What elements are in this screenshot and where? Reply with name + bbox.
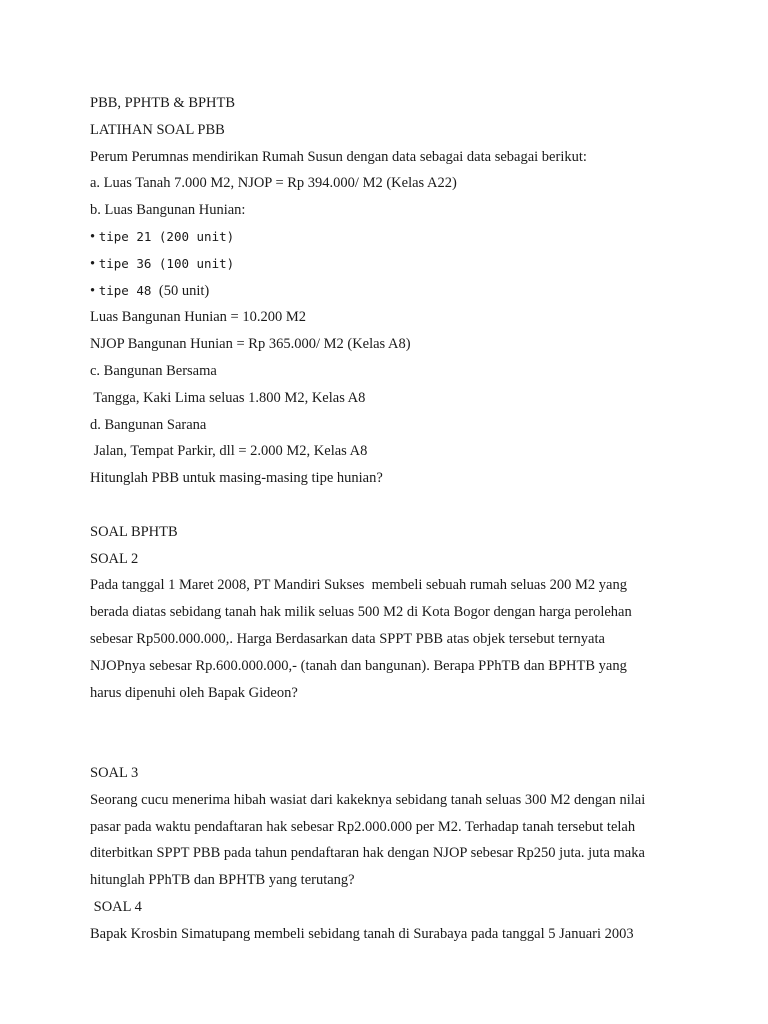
pbb-item-b: b. Luas Bangunan Hunian: [90, 202, 246, 219]
luas-bangunan-hunian: Luas Bangunan Hunian = 10.200 M2 [90, 309, 306, 326]
bullet-item-tipe-21 [90, 224, 710, 251]
pbb-item-c-detail: Tangga, Kaki Lima seluas 1.800 M2, Kelas A8 [90, 389, 366, 406]
section-heading-latihan-pbb: LATIHAN SOAL PBB [90, 121, 225, 138]
bullet-glyph: • [90, 228, 99, 245]
soal-2-line: Pada tanggal 1 Maret 2008, PT Mandiri Sukses membeli sebuah rumah seluas 200 M2 yang [90, 577, 627, 594]
document-title: PBB, PPHTB & BPHTB [90, 95, 236, 111]
spacer [90, 706, 710, 733]
soal-3-line: diterbitkan SPPT PBB pada tahun pendaftaran hak dengan NJOP sebesar Rp250 juta. juta maka [90, 845, 645, 862]
spacer [90, 733, 710, 760]
document-content [90, 90, 710, 948]
soal-2-title: SOAL 2 [90, 550, 139, 567]
soal-2-line: sebesar Rp500.000.000,. Harga Berdasarkan data SPPT PBB atas objek tersebut ternyata [90, 630, 605, 647]
pbb-item-d: d. Bangunan Sarana [90, 416, 207, 433]
pbb-intro: Perum Perumnas mendirikan Rumah Susun dengan data sebagai data sebagai berikut: [90, 148, 587, 165]
bullet-item-tipe-48 [90, 278, 710, 305]
soal-2-line: berada diatas sebidang tanah hak milik seluas 500 M2 di Kota Bogor dengan harga perolehan [90, 604, 632, 621]
bullet-label: tipe 36 (100 unit) [98, 255, 235, 271]
bullet-label-rest: (50 unit) [158, 282, 210, 299]
pbb-question: Hitunglah PBB untuk masing-masing tipe hunian? [90, 470, 383, 487]
soal-3-line: pasar pada waktu pendaftaran hak sebesar Rp2.000.000 per M2. Terhadap tanah tersebut telah [90, 818, 636, 835]
soal-3-line: hitunglah PPhTB dan BPHTB yang terutang? [90, 872, 355, 889]
pbb-item-a: a. Luas Tanah 7.000 M2, NJOP = Rp 394.000/ M2 (Kelas A22) [90, 175, 457, 192]
bullet-item-tipe-36 [90, 251, 710, 278]
bullet-glyph: • [90, 255, 99, 272]
spacer [90, 492, 710, 519]
soal-4-title: SOAL 4 [90, 898, 142, 915]
bullet-label: tipe 48 [98, 282, 159, 298]
soal-4-line: Bapak Krosbin Simatupang membeli sebidang tanah di Surabaya pada tanggal 5 Januari 2003 [90, 925, 634, 942]
bullet-glyph: • [90, 282, 99, 299]
pbb-item-d-detail: Jalan, Tempat Parkir, dll = 2.000 M2, Kelas A8 [90, 443, 368, 460]
njop-bangunan-hunian: NJOP Bangunan Hunian = Rp 365.000/ M2 (Kelas A8) [90, 336, 411, 353]
soal-2-line: harus dipenuhi oleh Bapak Gideon? [90, 684, 298, 701]
section-heading-soal-bphtb: SOAL BPHTB [90, 523, 178, 540]
soal-3-line: Seorang cucu menerima hibah wasiat dari kakeknya sebidang tanah seluas 300 M2 dengan nilai [90, 791, 646, 808]
soal-2-line: NJOPnya sebesar Rp.600.000.000,- (tanah dan bangunan). Berapa PPhTB dan BPHTB yang [90, 657, 627, 674]
soal-3-title: SOAL 3 [90, 764, 139, 781]
bullet-label: tipe 21 (200 unit) [98, 228, 235, 244]
pbb-item-c: c. Bangunan Bersama [90, 362, 217, 379]
